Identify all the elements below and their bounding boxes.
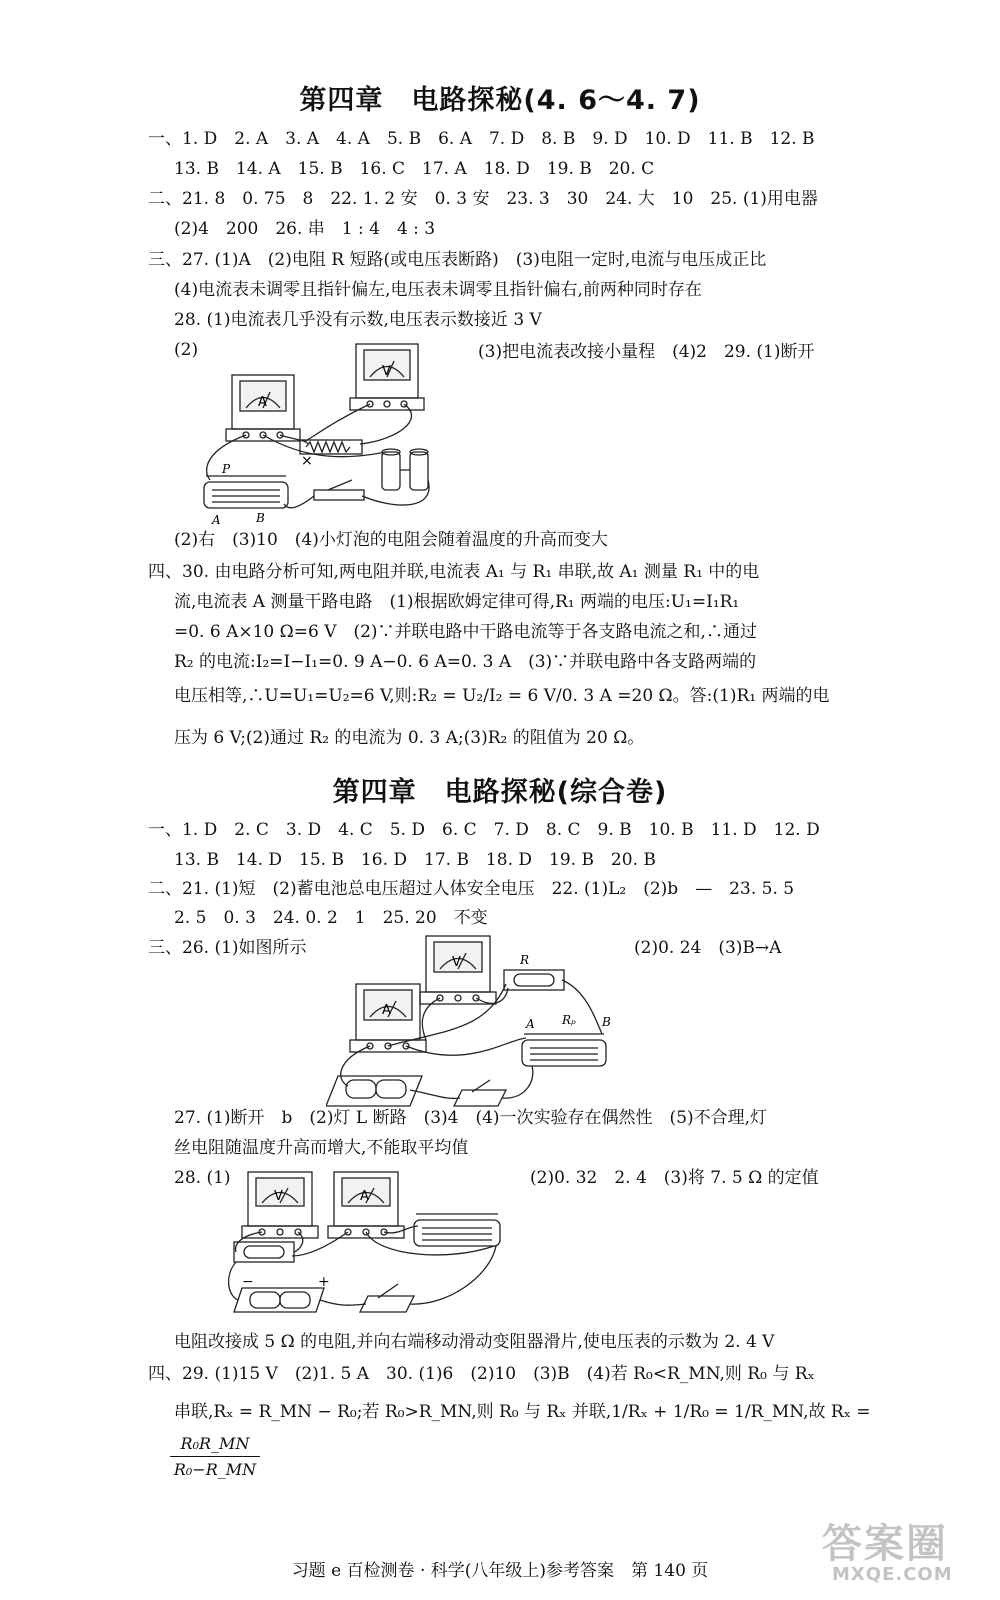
s2-line-5: 三、26. (1)如图所示 — [148, 938, 307, 958]
fig3-ammeter-label: A — [360, 1189, 369, 1204]
s1-line-16: 压为 6 V;(2)通过 R₂ 的电流为 0. 3 A;(3)R₂ 的阻值为 20 Ω。 — [174, 728, 645, 748]
s2-line-6: (2)0. 24 (3)B→A — [634, 938, 782, 958]
section1-title: 第四章 电路探秘(4. 6～4. 7) — [299, 85, 701, 116]
s1-line-6: (4)电流表未调零且指针偏左,电压表未调零且指针偏右,前两种同时存在 — [174, 280, 702, 300]
fig1-label-b: B — [256, 511, 265, 525]
fig1-ammeter-label: A — [258, 395, 267, 410]
fig1-label-p: P — [222, 462, 231, 476]
s1-line-8: (2) — [174, 340, 199, 360]
fig2-voltmeter-label: V — [452, 955, 461, 970]
s1-line-10: (2)右 (3)10 (4)小灯泡的电阻会随着温度的升高而变大 — [174, 530, 608, 550]
fig1-cross-mark: × — [301, 453, 313, 469]
s2-line-2: 13. B 14. D 15. B 16. D 17. B 18. D 19. B 20. B — [174, 850, 656, 870]
fig1-voltmeter-label: V — [382, 364, 391, 379]
fig3-minus: − — [242, 1274, 254, 1290]
s1-line-2: 13. B 14. A 15. B 16. C 17. A 18. D 19. B 20. C — [174, 159, 655, 179]
s1-line-3: 二、21. 8 0. 75 8 22. 1. 2 安 0. 3 安 23. 3 30 24. 大 10 25. (1)用电器 — [148, 189, 818, 209]
watermark-text: 答案圈 — [822, 1521, 948, 1567]
fraction-denominator: R₀−R_MN — [173, 1460, 257, 1479]
circuit-diagram-3 — [228, 1166, 518, 1326]
fig3-voltmeter-label: V — [274, 1189, 283, 1204]
page-footer: 习题 e 百检测卷 · 科学(八年级上)参考答案 第 140 页 — [291, 1561, 709, 1581]
fig2-label-rp: Rₚ — [562, 1013, 576, 1027]
fig3-plus: + — [318, 1274, 330, 1290]
s1-line-9: (3)把电流表改接小量程 (4)2 29. (1)断开 — [478, 342, 815, 362]
s2-line-8: 丝电阻随温度升高而增大,不能取平均值 — [174, 1138, 469, 1158]
fraction-numerator: R₀R_MN — [180, 1434, 250, 1453]
s1-line-14: R₂ 的电流:I₂=I−I₁=0. 9 A−0. 6 A=0. 3 A (3)∵并联电路中各支路两端的 — [174, 652, 757, 672]
s1-line-11: 四、30. 由电路分析可知,两电阻并联,电流表 A₁ 与 R₁ 串联,故 A₁ 测量 R₁ 中的电 — [148, 562, 760, 582]
s2-line-9: 28. (1) — [174, 1168, 231, 1188]
fraction-bar — [170, 1456, 260, 1457]
s1-line-1: 一、1. D 2. A 3. A 4. A 5. B 6. A 7. D 8. B 9. D 10. D 11. B 12. B — [148, 129, 815, 149]
s2-line-12: 四、29. (1)15 V (2)1. 5 A 30. (1)6 (2)10 (3)B (4)若 R₀<R_MN,则 R₀ 与 Rₓ — [148, 1364, 815, 1384]
fig2-label-b: B — [602, 1015, 611, 1029]
s2-line-7: 27. (1)断开 b (2)灯 L 断路 (3)4 (4)一次实验存在偶然性 (5)不合理,灯 — [174, 1108, 768, 1128]
circuit-diagram-1 — [196, 340, 466, 540]
s1-line-15: 电压相等,∴U=U₁=U₂=6 V,则:R₂ = U₂/I₂ = 6 V/0. 3 A =20 Ω。答:(1)R₁ 两端的电 — [174, 686, 830, 706]
fig2-ammeter-label: A — [382, 1003, 391, 1018]
s2-line-10: (2)0. 32 2. 4 (3)将 7. 5 Ω 的定值 — [530, 1168, 819, 1188]
watermark-logo — [822, 1512, 990, 1592]
fig2-label-a: A — [526, 1017, 535, 1031]
s2-line-1: 一、1. D 2. C 3. D 4. C 5. D 6. C 7. D 8. C 9. B 10. B 11. D 12. D — [148, 820, 820, 840]
s2-line-4: 2. 5 0. 3 24. 0. 2 1 25. 20 不变 — [174, 908, 488, 928]
section2-title: 第四章 电路探秘(综合卷) — [332, 777, 668, 808]
s1-line-5: 三、27. (1)A (2)电阻 R 短路(或电压表断路) (3)电阻一定时,电流与电压成正比 — [148, 250, 767, 270]
s1-line-12: 流,电流表 A 测量干路电路 (1)根据欧姆定律可得,R₁ 两端的电压:U₁=I₁R₁ — [174, 592, 740, 612]
s1-line-7: 28. (1)电流表几乎没有示数,电压表示数接近 3 V — [174, 310, 542, 330]
circuit-diagram-2 — [326, 930, 622, 1120]
fig2-label-r: R — [520, 953, 530, 967]
fig1-label-a: A — [212, 513, 221, 527]
s2-line-11: 电阻改接成 5 Ω 的电阻,并向右端移动滑动变阻器滑片,使电压表的示数为 2. 4 V — [174, 1332, 775, 1352]
watermark-url: MXQE.COM — [832, 1564, 953, 1585]
s1-line-4: (2)4 200 26. 串 1 : 4 4 : 3 — [174, 219, 436, 239]
s2-line-13: 串联,Rₓ = R_MN − R₀;若 R₀>R_MN,则 R₀ 与 Rₓ 并联,1/Rₓ + 1/R₀ = 1/R_MN,故 Rₓ = — [174, 1402, 871, 1422]
s2-line-3: 二、21. (1)短 (2)蓄电池总电压超过人体安全电压 22. (1)L₂ (2)b — 23. 5. 5 — [148, 879, 795, 899]
s1-line-13: =0. 6 A×10 Ω=6 V (2)∵并联电路中干路电流等于各支路电流之和,∴通过 — [174, 622, 757, 642]
